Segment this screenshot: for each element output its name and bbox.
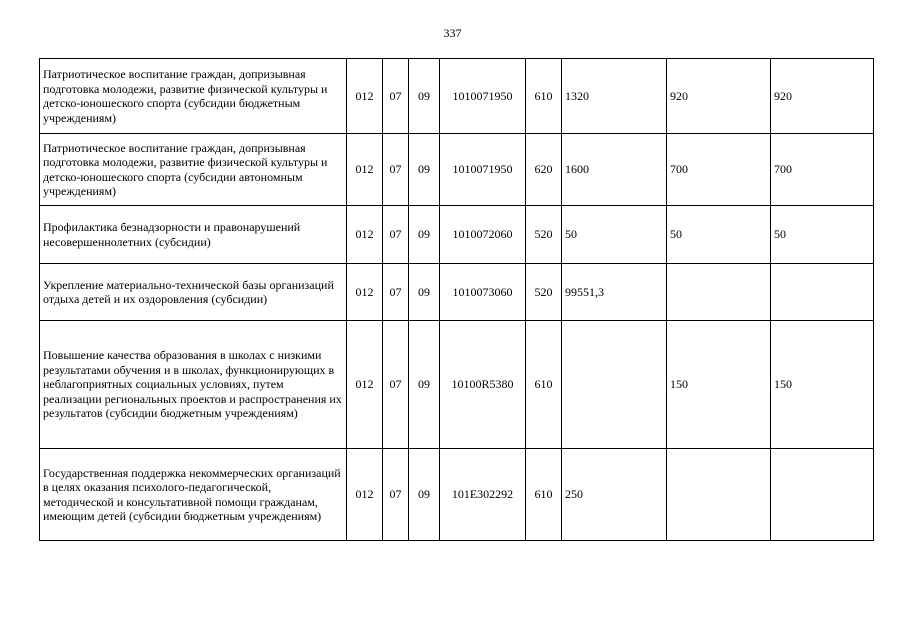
row-type-code: 520 (526, 264, 562, 321)
row-subsection-code: 09 (409, 264, 440, 321)
row-ministry-code: 012 (347, 134, 383, 206)
row-ministry-code: 012 (347, 206, 383, 264)
row-sum-2 (667, 264, 771, 321)
row-subsection-code: 09 (409, 206, 440, 264)
row-sum-1: 50 (562, 206, 667, 264)
table-row (40, 59, 874, 134)
row-name: Укрепление материально-технической базы организаций отдыха детей и их оздоровления (субсидии) (40, 264, 347, 321)
row-type-code: 610 (526, 321, 562, 449)
row-section-code: 07 (383, 206, 409, 264)
row-subsection-code: 09 (409, 449, 440, 541)
row-target-code: 101E302292 (440, 449, 526, 541)
row-sum-1: 1600 (562, 134, 667, 206)
row-sum-1: 250 (562, 449, 667, 541)
row-ministry-code: 012 (347, 449, 383, 541)
row-sum-1: 99551,3 (562, 264, 667, 321)
row-name: Профилактика безнадзорности и правонарушений несовершеннолетних (субсидии) (40, 206, 347, 264)
row-sum-3: 920 (771, 59, 874, 134)
table-row (40, 206, 874, 264)
table-row (40, 134, 874, 206)
budget-table (39, 58, 874, 541)
row-subsection-code: 09 (409, 59, 440, 134)
row-name: Патриотическое воспитание граждан, допризывная подготовка молодежи, развитие физической культуры и детско-юношеского спорта (субсидии бюджетным учреждениям) (40, 59, 347, 134)
row-section-code: 07 (383, 321, 409, 449)
row-sum-3: 50 (771, 206, 874, 264)
row-sum-2: 700 (667, 134, 771, 206)
row-sum-1: 1320 (562, 59, 667, 134)
row-ministry-code: 012 (347, 264, 383, 321)
row-sum-1 (562, 321, 667, 449)
row-sum-2: 920 (667, 59, 771, 134)
row-sum-3 (771, 264, 874, 321)
row-target-code: 10100R5380 (440, 321, 526, 449)
row-section-code: 07 (383, 134, 409, 206)
row-name: Патриотическое воспитание граждан, допризывная подготовка молодежи, развитие физической культуры и детско-юношеского спорта (субсидии автономным учреждениям) (40, 134, 347, 206)
row-sum-3: 150 (771, 321, 874, 449)
row-sum-2: 150 (667, 321, 771, 449)
row-sum-2: 50 (667, 206, 771, 264)
row-section-code: 07 (383, 449, 409, 541)
row-subsection-code: 09 (409, 134, 440, 206)
table-row (40, 321, 874, 449)
row-name: Повышение качества образования в школах с низкими результатами обучения и в школах, функционирующих в неблагоприятных социальных условиях, путем реализации региональных проектов и распространения их результатов (субсидии бюджетным учреждениям) (40, 321, 347, 449)
row-type-code: 610 (526, 449, 562, 541)
table-row (40, 264, 874, 321)
row-ministry-code: 012 (347, 59, 383, 134)
row-target-code: 1010073060 (440, 264, 526, 321)
table-row (40, 449, 874, 541)
row-section-code: 07 (383, 59, 409, 134)
row-name: Государственная поддержка некоммерческих организаций в целях оказания психолого-педагогической, методической и консультативной помощи гражданам, имеющим детей (субсидии бюджетным учреждениям) (40, 449, 347, 541)
page-number: 337 (443, 26, 462, 40)
row-type-code: 520 (526, 206, 562, 264)
row-type-code: 620 (526, 134, 562, 206)
row-section-code: 07 (383, 264, 409, 321)
row-type-code: 610 (526, 59, 562, 134)
row-target-code: 1010071950 (440, 134, 526, 206)
row-target-code: 1010072060 (440, 206, 526, 264)
row-sum-3 (771, 449, 874, 541)
row-sum-3: 700 (771, 134, 874, 206)
row-subsection-code: 09 (409, 321, 440, 449)
row-sum-2 (667, 449, 771, 541)
row-ministry-code: 012 (347, 321, 383, 449)
row-target-code: 1010071950 (440, 59, 526, 134)
